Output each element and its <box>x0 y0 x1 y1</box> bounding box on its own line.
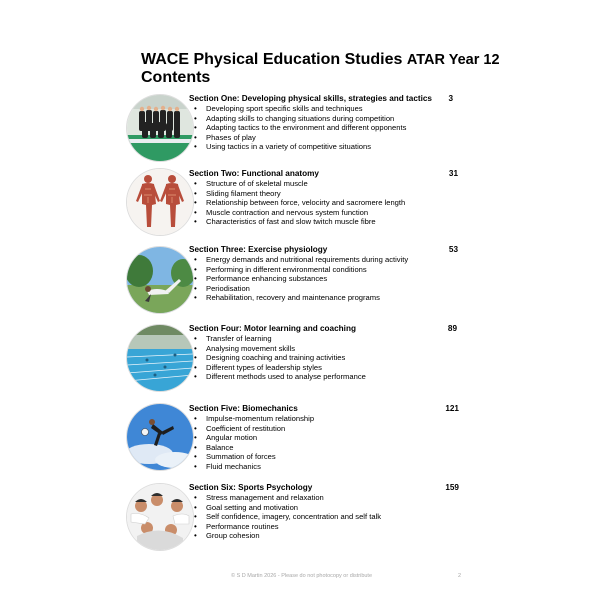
topic-list <box>206 255 408 303</box>
list-item: • Energy demands and nutritional requirements during activity <box>206 255 408 265</box>
section-heading: Section One: Developing physical skills, strategies and tactics <box>189 94 432 103</box>
soccer-kick-image <box>127 404 193 470</box>
anatomy-muscles-image <box>127 169 193 235</box>
list-item: • Developing sport specific skills and techniques <box>206 104 406 114</box>
list-item: • Group cohesion <box>206 531 381 541</box>
title-suffix: ATAR Year 12 <box>406 52 500 68</box>
list-item: • Coefficient of restitution <box>206 424 314 434</box>
section-page-number: 3 <box>448 94 453 103</box>
list-item: • Structure of of skeletal muscle <box>206 179 405 189</box>
section-heading: Section Four: Motor learning and coaching <box>189 324 356 333</box>
topic-list <box>206 104 406 152</box>
list-item: • Different types of leadership styles <box>206 363 366 373</box>
footer-page-number: 2 <box>458 573 462 579</box>
list-item: • Balance <box>206 443 314 453</box>
list-item: • Phases of play <box>206 133 406 143</box>
list-item: • Designing coaching and training activities <box>206 353 366 363</box>
section-page-number: 121 <box>445 404 459 413</box>
list-item: • Performance routines <box>206 522 381 532</box>
list-item: • Muscle contraction and nervous system function <box>206 208 405 218</box>
team-huddle-image <box>127 484 193 550</box>
list-item: • Using tactics in a variety of competitive situations <box>206 142 406 152</box>
copyright-notice: © S D Martin 2026 - Please do not photocopy or distribute <box>231 573 373 579</box>
section-page-number: 89 <box>447 324 457 333</box>
title-main: WACE Physical Education Studies <box>141 51 403 68</box>
list-item: • Rehabilitation, recovery and maintenance programs <box>206 293 408 303</box>
section-heading: Section Two: Functional anatomy <box>189 169 319 178</box>
topic-list <box>206 179 405 227</box>
runner-stretch-image <box>127 247 193 313</box>
list-item: • Stress management and relaxation <box>206 493 381 503</box>
section-heading: Section Six: Sports Psychology <box>189 483 313 492</box>
section-heading: Section Three: Exercise physiology <box>189 245 328 254</box>
list-item: • Different methods used to analyse performance <box>206 372 366 382</box>
list-item: • Periodisation <box>206 284 408 294</box>
list-item: • Analysing movement skills <box>206 344 366 354</box>
list-item: • Fluid mechanics <box>206 462 314 472</box>
list-item: • Self confidence, imagery, concentration and self talk <box>206 512 381 522</box>
list-item: • Impulse-momentum relationship <box>206 414 314 424</box>
section-heading: Section Five: Biomechanics <box>189 404 298 413</box>
section-page-number: 159 <box>445 483 459 492</box>
list-item: • Performance enhancing substances <box>206 274 408 284</box>
list-item: • Sliding filament theory <box>206 189 405 199</box>
list-item: • Relationship between force, velocirty and sacromere length <box>206 198 405 208</box>
list-item: • Performing in different environmental conditions <box>206 265 408 275</box>
list-item: • Adapting skills to changing situations during competition <box>206 114 406 124</box>
section-page-number: 53 <box>448 245 458 254</box>
title-contents: Contents <box>141 69 211 86</box>
topic-list <box>206 493 381 541</box>
section-page-number: 31 <box>448 169 458 178</box>
list-item: • Summation of forces <box>206 452 314 462</box>
list-item: • Angular motion <box>206 433 314 443</box>
page-title <box>141 51 500 87</box>
team-photo-image <box>127 95 193 161</box>
list-item: • Adapting tactics to the environment and different opponents <box>206 123 406 133</box>
topic-list <box>206 414 314 472</box>
topic-list <box>206 334 366 382</box>
list-item: • Goal setting and motivation <box>206 503 381 513</box>
list-item: • Transfer of learning <box>206 334 366 344</box>
list-item: • Characteristics of fast and slow twitch muscle fibre <box>206 217 405 227</box>
swimming-pool-image <box>127 325 193 391</box>
